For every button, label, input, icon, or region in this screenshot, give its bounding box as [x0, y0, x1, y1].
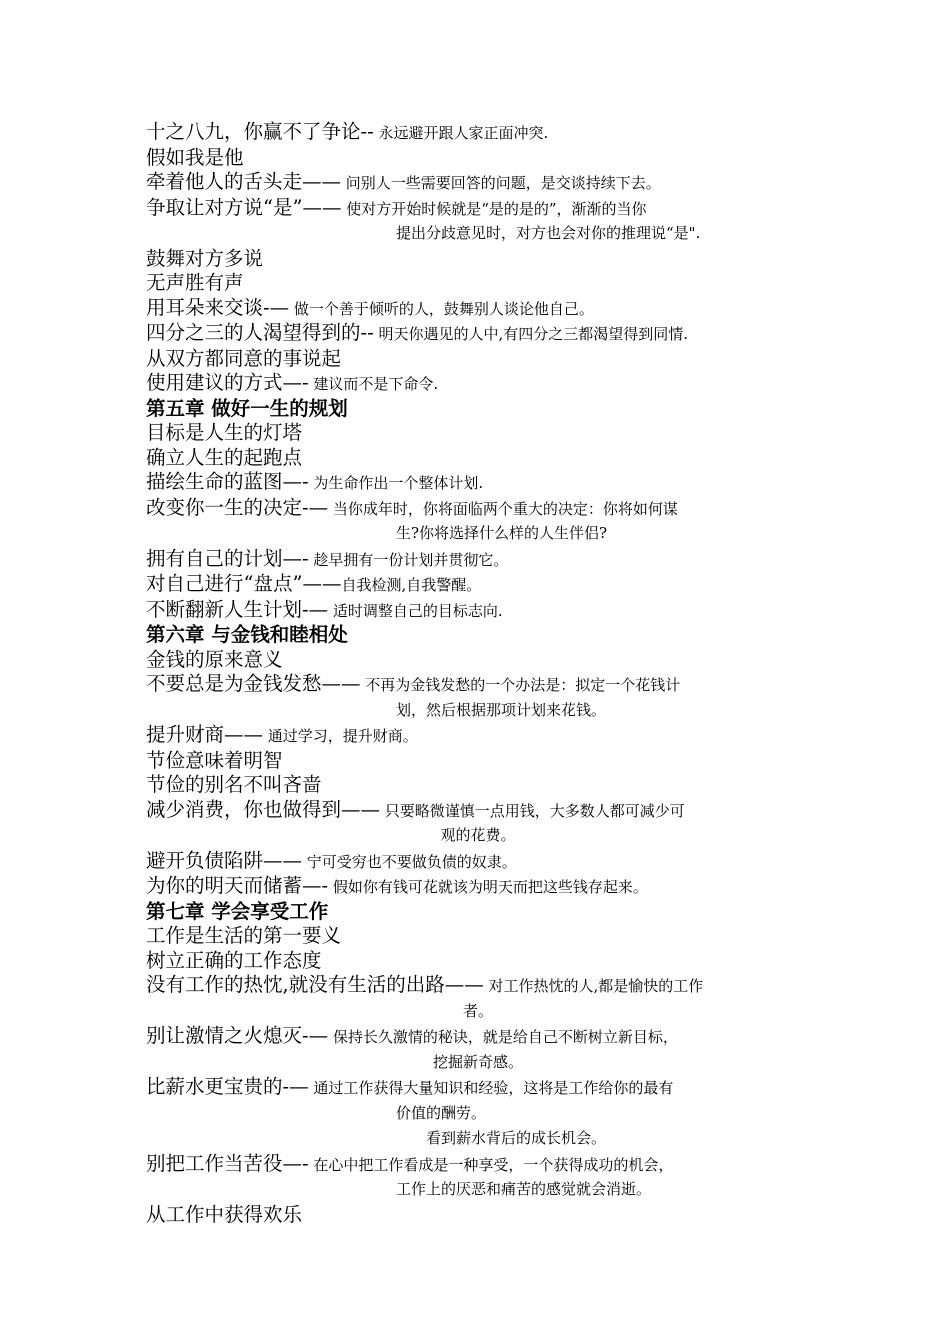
entry-description: 做一个善于倾听的人，鼓舞别人谈论他自己。	[289, 299, 594, 318]
entry-line	[146, 296, 810, 322]
entry-title: 牵着他人的舌头走——	[146, 170, 342, 193]
entry-title: 别让激情之火熄灭-—	[146, 1024, 329, 1047]
chapter-heading: 第七章 学会享受工作	[146, 899, 329, 923]
entry-description-continuation: 观的花费。	[440, 826, 516, 844]
entry-title: 减少消费，你也做得到——	[146, 797, 381, 821]
entry-description-continuation: 价值的酬劳。	[396, 1103, 487, 1122]
entry-line	[146, 196, 810, 222]
entry-description: 对工作热忱的人,都是愉快的工作	[483, 977, 704, 995]
entry-line	[146, 849, 810, 875]
entry-line	[146, 271, 810, 296]
entry-title: 比薪水更宝贵的-—	[146, 1075, 309, 1098]
entry-title: 描绘生命的蓝图—-	[146, 470, 309, 493]
entry-title: 对自己进行“盘点”——	[146, 572, 342, 595]
entry-description: 宁可受穷也不要做负债的奴隶。	[302, 852, 517, 871]
entry-line	[146, 924, 810, 949]
entry-title: 用耳朵来交谈-—	[146, 295, 290, 319]
entry-description-continuation: 生?你将选择什么样的人生伴侣?	[396, 524, 608, 542]
entry-title: 避开负债陷阱——	[146, 848, 303, 872]
entry-line	[146, 496, 810, 522]
entry-description: 在心中把工作看成是一种享受，一个获得成功的机会，	[308, 1155, 674, 1174]
entry-line	[146, 973, 810, 999]
entry-description-continuation: 提出分歧意见时，对方也会对你的推理说“是".	[396, 224, 701, 242]
entry-description: 明天你遇见的人中,有四分之三都渴望得到同情.	[373, 325, 688, 343]
entry-description: 为生命作出一个整体计划.	[308, 474, 484, 492]
entry-line	[146, 470, 810, 496]
entry-line	[146, 1024, 810, 1050]
entry-line	[146, 371, 810, 397]
entry-line	[146, 672, 810, 698]
entry-description: 通过学习，提升财商。	[263, 727, 418, 745]
entry-title: 金钱的原来意义	[146, 647, 283, 671]
entry-description: 假如你有钱可花就该为明天而把这些钱存起来。	[328, 878, 648, 896]
entry-description-continuation: 挖掘新奇感。	[432, 1052, 523, 1071]
entry-title: 拥有自己的计划—-	[146, 546, 309, 570]
entry-description: 自我检测,自我警醒。	[341, 576, 482, 594]
entry-line	[146, 572, 810, 598]
entry-title: 鼓舞对方多说	[146, 246, 264, 270]
entry-title: 十之八九，你赢不了争论--	[146, 120, 374, 143]
chapter-heading: 第五章 做好一生的规划	[146, 396, 348, 420]
entry-description: 使对方开始时候就是“是的是的”，渐渐的当你	[341, 199, 647, 218]
entry-description-continuation: 划，然后根据那项计划来花钱。	[396, 700, 607, 719]
entry-title: 不要总是为金钱发愁——	[146, 672, 361, 695]
entry-line	[146, 1203, 810, 1228]
chapter-heading: 第六章 与金钱和睦相处	[146, 623, 348, 646]
entry-description-continuation: 者。	[462, 1001, 493, 1020]
entry-line	[146, 247, 810, 272]
entry-description: 永远避开跟人家正面冲突.	[373, 124, 549, 142]
entry-title: 假如我是他	[146, 145, 244, 169]
entry-title: 为你的明天而储蓄—-	[146, 874, 329, 897]
entry-description: 通过工作获得大量知识和经验，这将是工作给你的最有	[308, 1079, 674, 1097]
entry-line	[146, 1152, 810, 1178]
entry-title: 树立正确的工作态度	[146, 948, 322, 972]
entry-description: 保持长久激情的秘诀，就是给自己不断树立新目标，	[328, 1028, 678, 1046]
entry-title: 无声胜有声	[146, 271, 244, 294]
entry-line	[146, 347, 810, 372]
entry-description: 当你成年时，你将面临两个重大的决定：你将如何谋	[328, 499, 678, 518]
entry-title: 四分之三的人渴望得到的--	[146, 321, 374, 344]
entry-title: 从双方都同意的事说起	[146, 346, 342, 370]
entry-title: 使用建议的方式—-	[146, 371, 309, 394]
entry-title: 别把工作当苦役—-	[146, 1151, 309, 1175]
entry-line	[146, 598, 810, 624]
entry-description-continuation: 工作上的厌恶和痛苦的感觉就会消逝。	[396, 1180, 652, 1198]
entry-line	[146, 749, 810, 774]
entry-line	[146, 120, 810, 146]
entry-title: 争取让对方说“是”——	[146, 195, 342, 219]
entry-line	[146, 170, 810, 196]
entry-title: 节俭的别名不叫吝啬	[146, 773, 322, 796]
entry-description-continuation: 看到薪水背后的成长机会。	[426, 1129, 607, 1147]
entry-title: 节俭意味着明智	[146, 748, 283, 772]
entry-description: 不再为金钱发愁的一个办法是：拟定一个花钱计	[360, 676, 681, 694]
entry-description: 问别人一些需要回答的问题，是交谈持续下去。	[341, 174, 661, 192]
entry-line	[146, 723, 810, 749]
entry-line	[146, 798, 810, 824]
entry-line	[146, 1075, 810, 1101]
entry-title: 目标是人生的灯塔	[146, 421, 303, 444]
entry-description: 适时调整自己的目标志向.	[328, 601, 503, 620]
entry-description: 建议而不是下命令.	[308, 375, 439, 393]
entry-line	[146, 321, 810, 347]
entry-title: 没有工作的热忱,就没有生活的出路——	[146, 973, 484, 996]
entry-line	[146, 446, 810, 471]
entry-description: 只要略微谨慎一点用钱，大多数人都可减少可	[380, 801, 685, 820]
entry-title: 改变你一生的决定-—	[146, 495, 329, 519]
entry-title: 工作是生活的第一要义	[146, 924, 342, 947]
entry-description: 趁早拥有一份计划并贯彻它。	[308, 550, 509, 569]
entry-line	[146, 949, 810, 974]
entry-title: 提升财商——	[146, 723, 264, 746]
document-page	[146, 120, 810, 1227]
entry-title: 确立人生的起跑点	[146, 445, 303, 469]
entry-line	[146, 874, 810, 900]
entry-line	[146, 648, 810, 673]
entry-line	[146, 773, 810, 798]
entry-title: 不断翻新人生计划-—	[146, 597, 329, 621]
entry-line	[146, 421, 810, 446]
entry-line	[146, 146, 810, 171]
entry-line	[146, 547, 810, 573]
entry-title: 从工作中获得欢乐	[146, 1202, 303, 1226]
